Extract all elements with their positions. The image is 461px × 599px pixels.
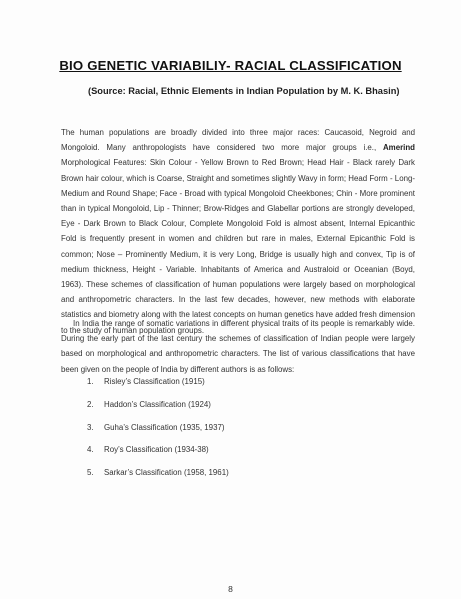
amerind-term: Amerind [382,143,415,153]
list-item [87,442,229,465]
list-item-number: 2. [87,399,94,409]
list-item-text: Haddon’s Classification (1924) [104,399,211,409]
list-item [87,397,229,420]
paragraph-races-text-2: Morphological Features: Skin Colour - Yellow Brown to Red Brown; Head Hair - Black rarely Dark Brown hair colour, which is Coarse, Straight and sometimes slightly Wavy in form; Head Form - Long-Medium and Round Shape; Face - Broad with typical Mongoloid Cheekbones; Chin - More prominent than in typical Mongoloid, Lip - Thinner; Brow-Ridges and Glabellar portions are strongly developed, Eye - Dark Brown to Black Colour, Complete Mongoloid Fold is almost absent, Internal Epicanthic Fold is frequently present in women and children but rare in males, External Epicanthic Fold is common; Nose – Prominently Medium, it is very Long, Bridge is usually high and convex, Tip is of medium thickness, Height - Variable. Inhabitants of America and Australoid or Oceanian (Boyd, 1963). These schemes of classification of human populations were largely based on morphological and anthropometric characters. In the last few decades, however, new methods with elaborate statistics and biometry along with the latest concepts on human genetics have added fresh dimension to the study of human population groups. [61,158,415,335]
classification-list [87,374,229,488]
source-citation: (Source: Racial, Ethnic Elements in Indian Population by M. K. Bhasin) [88,86,400,96]
list-item-text: Roy’s Classification (1934-38) [104,445,209,455]
paragraph-india: In India the range of somatic variations in different physical traits of its people is remarkably wide. During the early part of the last century the schemes of classification of Indian people were largely based on morphological and anthropometric characters. The list of various classifications that have been given on the people of India by different authors is as follows: [61,319,415,374]
list-item-text: Sarkar’s Classification (1958, 1961) [104,468,229,478]
page-number: 8 [228,584,233,594]
list-item [87,420,229,443]
list-item-text: Risley’s Classification (1915) [104,377,205,386]
list-item-number: 4. [87,445,94,455]
list-item [87,374,229,397]
list-item [87,465,229,488]
list-item-number: 3. [87,422,94,432]
list-item-number: 5. [87,468,94,478]
list-item-number: 1. [87,377,94,386]
list-item-text: Guha’s Classification (1935, 1937) [104,422,225,432]
paragraph-races [61,125,415,338]
document-title: BIO GENETIC VARIABILIY- RACIAL CLASSIFICATION [59,58,402,73]
paragraph-races-text-1: The human populations are broadly divided into three major races: Caucasoid, Negroid and Mongoloid. Many anthropologists have considered two more major groups i.e., [61,128,415,153]
